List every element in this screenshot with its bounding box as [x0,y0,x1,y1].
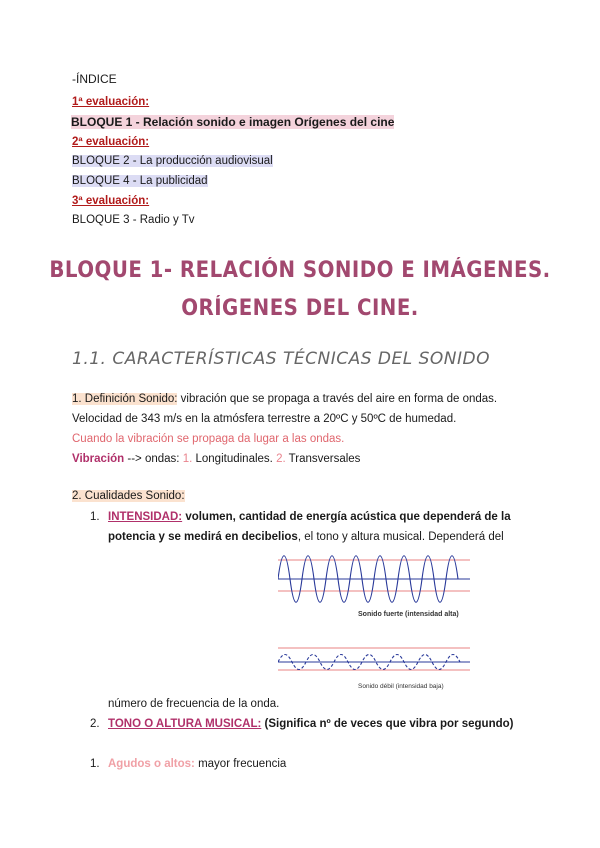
cualidades-label: 2. Cualidades Sonido: [72,490,185,502]
section-title: 1.1. CARACTERÍSTICAS TÉCNICAS DEL SONIDO [72,349,490,369]
sub1-number: 1. [90,758,100,770]
vibracion-num1: 1. [182,453,193,465]
vibracion-longitudinales: Longitudinales. [192,453,277,465]
eval1-heading: 1ª evaluación: [72,96,150,108]
intensidad-end: número de frecuencia de la onda. [108,698,280,710]
vibracion-label: Vibración [72,453,125,465]
intensidad-decibelios: potencia y se medirá en decibelios [108,531,298,543]
vibracion-arrow: --> ondas: [124,453,183,465]
definicion-text: vibración que se propaga a través del aire en forma de ondas. [177,393,498,405]
bloque2-index-item: BLOQUE 2 - La producción audiovisual [72,155,273,167]
weak-wave-caption: Sonido débil (intensidad baja) [358,683,444,690]
index-heading: -ÍNDICE [72,72,117,86]
strong-wave-figure [278,550,478,622]
eval2-heading: 2ª evaluación: [72,136,150,148]
intensidad-line2 [108,531,504,543]
cualidades-heading [72,490,185,502]
vibracion-transversales: Transversales [285,453,361,465]
tono-label: TONO O ALTURA MUSICAL: [108,718,262,730]
tono-definition: (Significa nº de veces que vibra por segundo) [261,718,514,730]
bloque3-index-item: BLOQUE 3 - Radio y Tv [72,214,195,226]
weak-wave-figure [278,640,478,696]
strong-wave-caption: Sonido fuerte (intensidad alta) [358,611,459,618]
intensidad-line1 [108,511,511,523]
intensidad-rest: , el tono y altura musical. Dependerá del [297,531,504,543]
definicion-velocidad: Velocidad de 343 m/s en la atmósfera terrestre a 20ºC y 50ºC de humedad. [72,413,457,425]
bloque4-index-item: BLOQUE 4 - La publicidad [72,175,208,187]
agudos-text: mayor frecuencia [194,758,287,770]
bloque1-index-item: BLOQUE 1 - Relación sonido e imagen Orígenes del cine [71,115,395,129]
intensidad-label: INTENSIDAD: [108,511,183,523]
definicion-line1 [72,393,497,405]
definicion-ondas: Cuando la vibración se propaga da lugar a las ondas. [72,433,345,445]
agudos-label: Agudos o altos: [108,758,195,770]
vibracion-num2: 2. [276,453,286,465]
intensidad-definition: volumen, cantidad de energía acústica que dependerá de la [182,511,511,523]
agudos-line [108,758,286,770]
main-title-line2: ORÍGENES DEL CINE. [181,296,419,321]
item2-number: 2. [90,718,100,730]
definicion-label: 1. Definición Sonido: [72,393,178,405]
item1-number: 1. [90,511,100,523]
tono-line [108,718,513,730]
vibracion-line [72,453,360,465]
eval3-heading: 3ª evaluación: [72,195,150,207]
main-title-line1: BLOQUE 1- RELACIÓN SONIDO E IMÁGENES. [49,258,551,283]
